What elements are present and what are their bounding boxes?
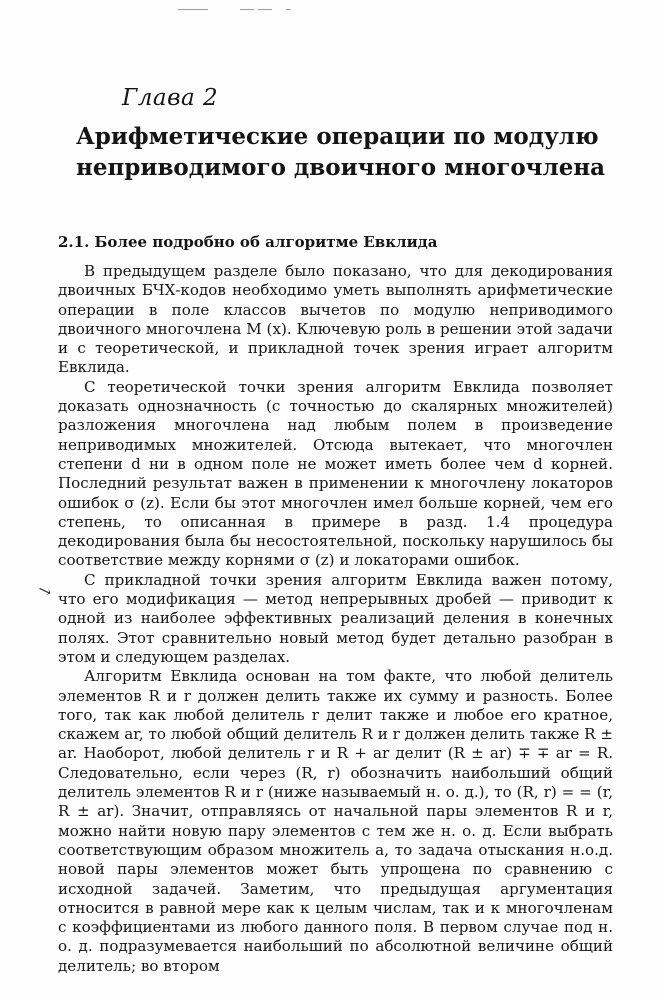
paragraph: С теоретической точки зрения алгоритм Евклида позволяет доказать однозначность (с точностью до скалярных множителей) разложения многочлена над любым полем в произведение неприводимых множителей. Отсюда вытекает, что многочлен степени d ни в одном поле не может иметь более чем d корней. Последний результат важен в применении к многочлену локаторов ошибок σ (z). Если бы этот многочлен имел больше корней, чем его степень, то описанная в примере в разд. 1.4 процедура декодирования была бы несостоятельной, поскольку нарушилось бы соответствие между корнями σ (z) и локаторами ошибок. bbox=[58, 377, 613, 570]
paragraph: С прикладной точки зрения алгоритм Евклида важен потому, что его модификация — метод непрерывных дробей — приводит к одной из наиболее эффективных реализаций деления в конечных полях. Этот сравнительно новый метод будет детально разобран в этом и следующем разделах. bbox=[58, 570, 613, 666]
body-text bbox=[58, 262, 613, 976]
paragraph: Алгоритм Евклида основан на том факте, что любой делитель элементов R и r должен делить также их сумму и разность. Более того, так как любой делитель r делит также и любое его кратное, скажем ar, то любой общий делитель R и r должен делить также R ± ar. Наоборот, любой делитель r и R + ar делит (R ± ar) ∓ ∓ ar = R. Следовательно, если через (R, r) обозначить наибольший общий делитель элементов R и r (ниже называемый н. о. д.), то (R, r) = = (r, R ± ar). Значит, отправляясь от начальной пары элементов R и r, можно найти новую пару элементов с тем же н. о. д. Если выбрать соответствующим образом множитель a, то задача отыскания н.о.д. новой пары элементов может быть упрощена по сравнению с исходной задачей. Заметим, что предыдущая аргументация относится в равной мере как к целым числам, так и к многочленам с коэффициентами из любого данного поля. В первом случае под н. о. д. подразумевается наибольший по абсолютной величине общий делитель; во втором bbox=[58, 667, 613, 975]
chapter-label: Глава 2 bbox=[122, 85, 219, 111]
section-title: 2.1. Более подробно об алгоритме Евклида bbox=[58, 233, 438, 251]
margin-annotation-mark-icon: ↘ bbox=[35, 579, 55, 602]
top-scan-marks bbox=[178, 9, 298, 13]
chapter-title: Арифметические операции по модулю неприводимого двоичного многочлена bbox=[76, 123, 606, 181]
paragraph: В предыдущем разделе было показано, что для декодирования двоичных БЧХ-кодов необходимо уметь выполнять арифметические операции в поле классов вычетов по модулю неприводимого двоичного многочлена M (x). Ключевую роль в решении этой задачи и с теоретической, и прикладной точек зрения играет алгоритм Евклида. bbox=[58, 262, 613, 377]
